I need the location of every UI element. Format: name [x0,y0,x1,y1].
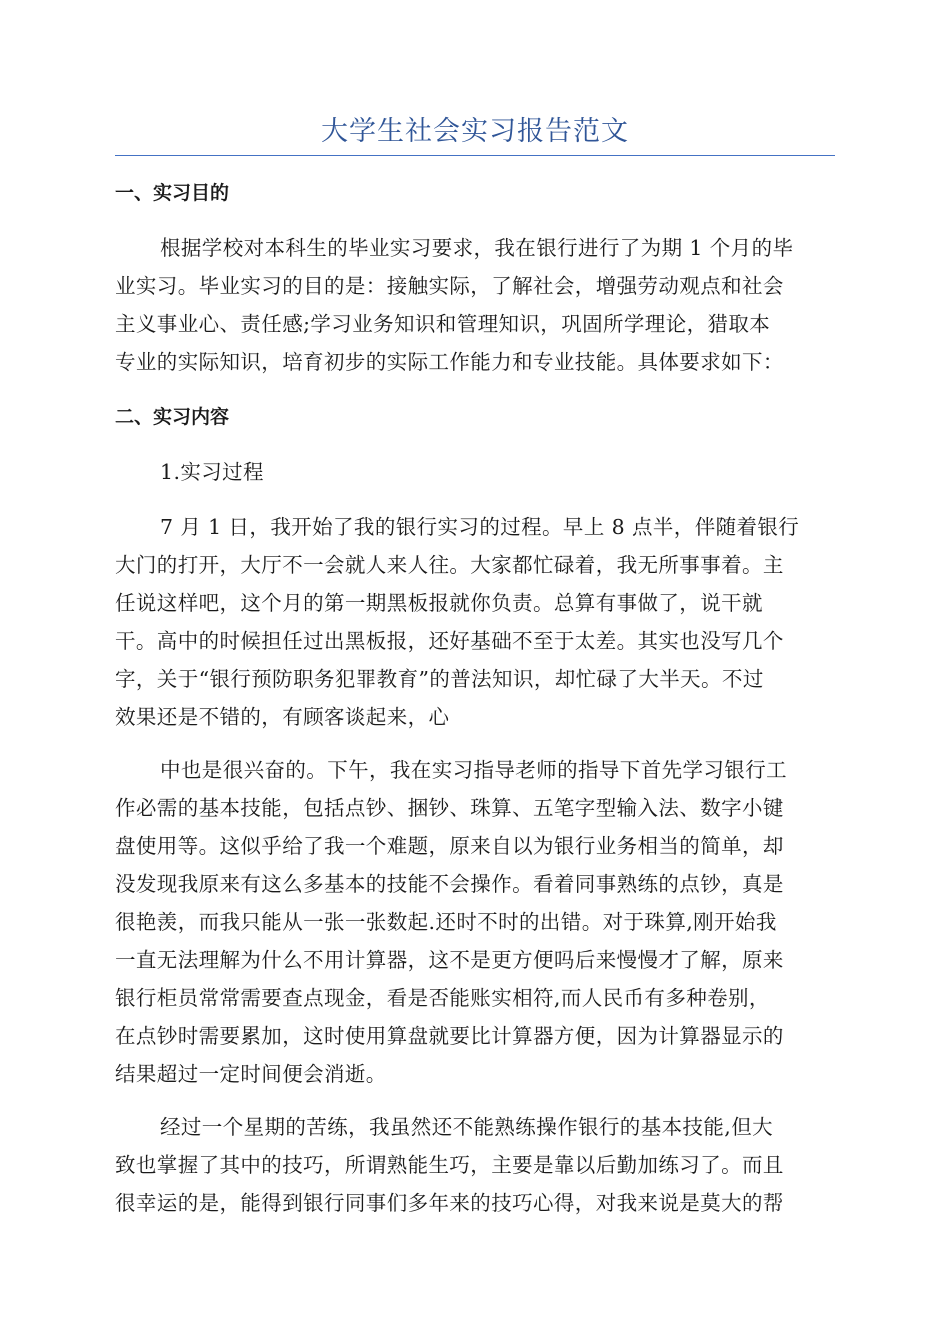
section-heading-purpose: 一、实习目的 [115,182,230,204]
paragraph-line: 在点钞时需要累加，这时使用算盘就要比计算器方便，因为计算器显示的 [115,1024,784,1048]
paragraph-line: 中也是很兴奋的。下午，我在实习指导老师的指导下首先学习银行工 [160,758,787,782]
paragraph-line: 没发现我原来有这么多基本的技能不会操作。看着同事熟练的点钞，真是 [115,872,784,896]
paragraph-process-3 [115,1108,835,1222]
subheading-process [115,453,835,491]
paragraph-line: 一直无法理解为什么不用计算器，这不是更方便吗后来慢慢才了解，原来 [115,948,784,972]
paragraph-line: 大门的打开，大厅不一会就人来人往。大家都忙碌着，我无所事事着。主 [115,553,784,577]
paragraph-line: 专业的实际知识，培育初步的实际工作能力和专业技能。具体要求如下： [115,350,784,374]
paragraph-line: 经过一个星期的苦练，我虽然还不能熟练操作银行的基本技能,但大 [160,1115,774,1139]
paragraph-line: 银行柜员常常需要查点现金，看是否能账实相符,而人民币有多种卷别， [115,986,770,1010]
paragraph-line: 效果还是不错的，有顾客谈起来，心 [115,705,450,729]
paragraph-line: 7 月 1 日，我开始了我的银行实习的过程。早上 8 点半，伴随着银行 [160,515,800,539]
paragraph-line: 盘使用等。这似乎给了我一个难题，原来自以为银行业务相当的简单，却 [115,834,784,858]
paragraph-line: 致也掌握了其中的技巧，所谓熟能生巧，主要是靠以后勤加练习了。而且 [115,1153,784,1177]
paragraph-line: 任说这样吧，这个月的第一期黑板报就你负责。总算有事做了，说干就 [115,591,763,615]
paragraph-line: 字，关于“银行预防职务犯罪教育”的普法知识，却忙碌了大半天。不过 [115,667,764,691]
subheading-label: 1.实习过程 [160,460,264,484]
section-heading-content: 二、实习内容 [115,406,230,428]
paragraph-line: 很幸运的是，能得到银行同事们多年来的技巧心得，对我来说是莫大的帮 [115,1191,784,1215]
paragraph-line: 作必需的基本技能，包括点钞、捆钞、珠算、五笔字型输入法、数字小键 [115,796,784,820]
paragraph-line: 根据学校对本科生的毕业实习要求，我在银行进行了为期 1 个月的毕 [160,236,794,260]
paragraph-line: 干。高中的时候担任过出黑板报，还好基础不至于太差。其实也没写几个 [115,629,784,653]
paragraph-line: 主义事业心、责任感;学习业务知识和管理知识，巩固所学理论，猎取本 [115,312,771,336]
paragraph-process-2 [115,751,835,1093]
title-underline [115,155,835,156]
paragraph-process-1 [115,508,835,736]
paragraph-purpose [115,229,835,381]
paragraph-line: 很艳羡，而我只能从一张一张数起.还时不时的出错。对于珠算,刚开始我 [115,910,777,934]
paragraph-line: 结果超过一定时间便会消逝。 [115,1062,387,1086]
document-title: 大学生社会实习报告范文 [321,116,629,147]
paragraph-line: 业实习。毕业实习的目的是：接触实际，了解社会，增强劳动观点和社会 [115,274,784,298]
